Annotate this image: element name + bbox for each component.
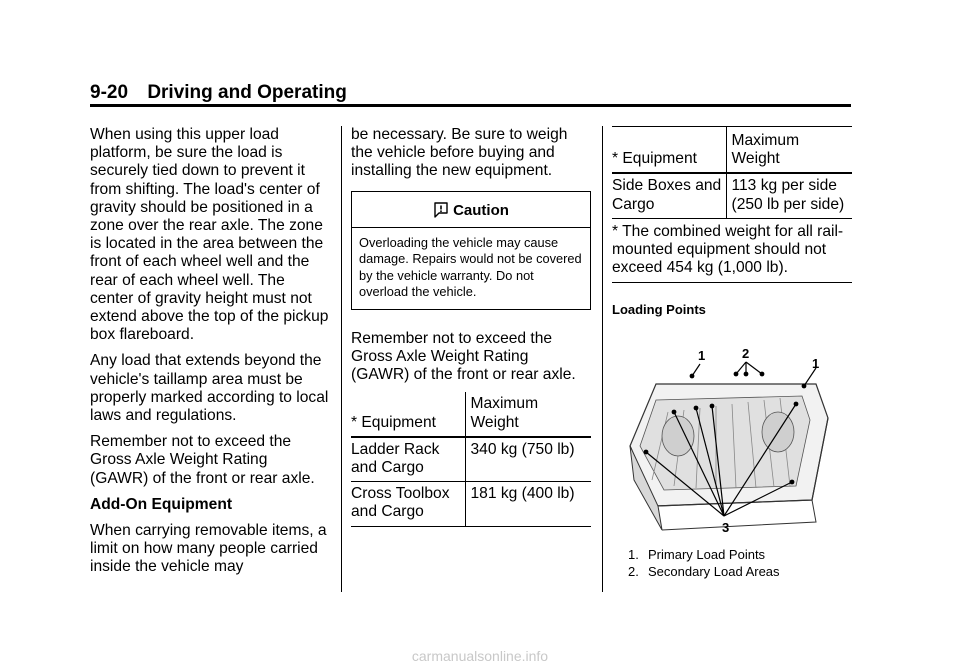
paragraph: Any load that extends beyond the vehicle's taillamp area must be properly marked according to local laws and regulations. — [90, 352, 329, 425]
watermark: carmanualsonline.info — [411, 648, 549, 664]
callout-1: 1 — [812, 356, 820, 371]
table-cell: 340 kg (750 lb) — [470, 440, 575, 458]
caution-title — [352, 192, 590, 228]
table-cell: 113 kg per side (250 lb per side) — [731, 177, 845, 213]
page-header — [90, 82, 850, 104]
table-row — [351, 482, 591, 526]
table-cell: Ladder Rack and Cargo — [351, 437, 465, 482]
table-footnote — [612, 219, 852, 284]
table-note: * The combined weight for all rail-mounted equipment should not exceed 454 kg (1,000 lb). — [612, 219, 852, 283]
table-header-weight: Maximum Weight — [465, 392, 591, 436]
caution-icon — [433, 201, 449, 219]
equipment-table — [351, 392, 591, 526]
column-divider — [602, 126, 603, 592]
paragraph: Remember not to exceed the Gross Axle Weight Rating (GAWR) of the front or rear axle. — [351, 329, 576, 384]
page-number: 9-20 — [90, 82, 129, 103]
figure-title: Loading Points — [612, 302, 706, 318]
legend-item: 1. Primary Load Points — [628, 547, 766, 562]
loading-points-illustration — [616, 340, 836, 538]
table-row — [612, 173, 852, 218]
column-divider — [341, 126, 342, 592]
header-rule — [90, 104, 851, 107]
equipment-table-continued — [612, 126, 852, 219]
paragraph: be necessary. Be sure to weigh the vehicle before buying and installing the new equipment. — [351, 126, 568, 180]
legend-item: 2. Secondary Load Areas — [628, 564, 780, 579]
paragraph: When using this upper load platform, be sure the load is securely tied down to prevent it from shifting. The load's center of gravity should be positioned in a zone over the rear axle. The zone is located in the area between the front of each wheel well and the rear of each wheel well. The center of gravity height must not extend above the top of the pickup box flareboard. — [90, 126, 329, 344]
paragraph: Remember not to exceed the Gross Axle Weight Rating (GAWR) of the front or rear axle. — [90, 433, 315, 487]
paragraph: When carrying removable items, a limit on how many people carried inside the vehicle may — [90, 522, 327, 576]
table-header-equipment: * Equipment — [612, 127, 726, 174]
table-row — [351, 437, 591, 482]
column-1 — [90, 126, 330, 585]
table-cell: 181 kg (400 lb) — [470, 485, 575, 503]
caution-body: Overloading the vehicle may cause damage. Repairs would not be covered by the vehicle warranty. Do not overload the vehicle. — [359, 234, 582, 300]
table-cell: Side Boxes and Cargo — [612, 173, 726, 218]
column-3 — [612, 126, 852, 328]
caution-box — [351, 191, 591, 310]
figure-legend — [628, 546, 780, 580]
subheading-add-on-equipment: Add-On Equipment — [90, 495, 233, 513]
table-header-equipment: * Equipment — [351, 392, 465, 436]
column-2 — [351, 126, 591, 527]
table-cell: Cross Toolbox and Cargo — [351, 482, 465, 526]
section-title: Driving and Operating — [147, 82, 347, 103]
table-header-weight: Maximum Weight — [726, 127, 852, 174]
callout-3: 3 — [722, 520, 730, 535]
callout-1: 1 — [698, 348, 706, 363]
callout-2: 2 — [742, 346, 750, 361]
caution-title-text: Caution — [453, 201, 509, 219]
